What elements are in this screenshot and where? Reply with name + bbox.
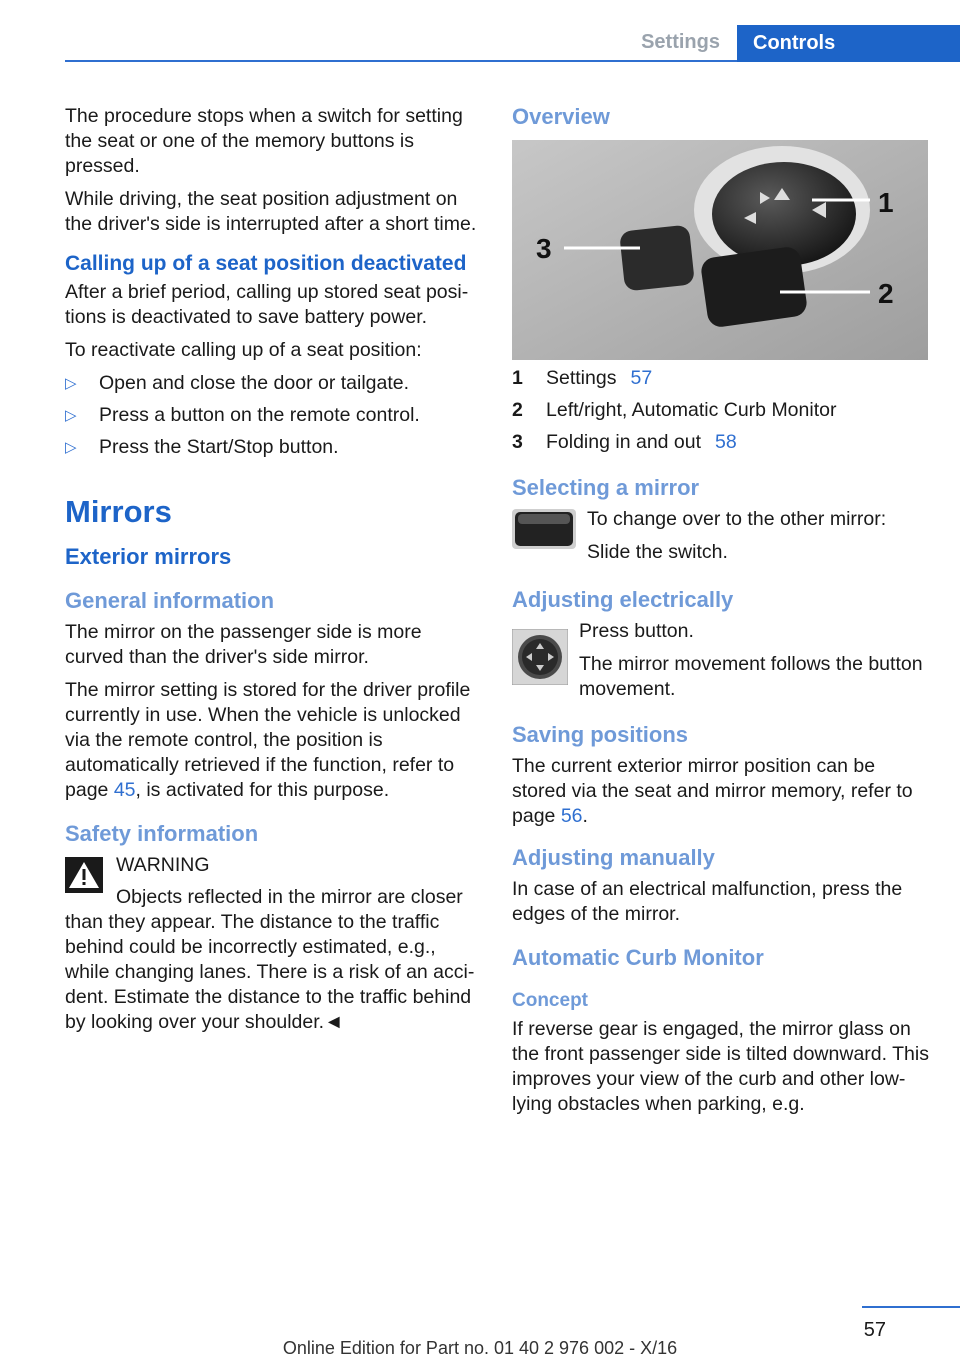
page-link[interactable]: 45 [113, 779, 136, 801]
callout-1: 1 [878, 187, 894, 218]
paragraph: If reverse gear is engaged, the mirror glass on the front passenger side is tilted downward. This improves your view of the curb and other low-lying obstacles when parking, e.g. [512, 1018, 929, 1115]
heading-saving-positions: Saving positions [512, 722, 689, 747]
warning-icon [65, 857, 103, 893]
triangle-bullet-icon: ▷ [65, 439, 77, 456]
paragraph: In case of an electrical malfunction, press the edges of the mirror. [512, 878, 903, 925]
legend-item: 1 Settings 57 [512, 367, 653, 389]
left-column [65, 104, 480, 1043]
heading-mirrors: Mirrors [65, 494, 172, 529]
page-link[interactable]: 58 [715, 431, 737, 453]
callout-2: 2 [878, 278, 894, 309]
triangle-bullet-icon: ▷ [65, 407, 77, 424]
warning-label: WARNING [116, 854, 210, 876]
page-link[interactable]: 56 [560, 805, 583, 827]
mirror-control-photo [512, 140, 928, 360]
paragraph: After a brief period, calling up stored seat positions is deactivated to save battery power. [65, 281, 469, 328]
legend-item: 2 Left/right, Automatic Curb Monitor [512, 399, 837, 421]
paragraph: The procedure stops when a switch for setting the seat or one of the memory buttons is pressed. [65, 105, 463, 177]
warning-text-first: Objects reflected in the mirror are closer [116, 886, 463, 908]
heading-concept: Concept [512, 990, 588, 1011]
page-number: 57 [863, 1319, 886, 1341]
warning-text: than they appear. The distance to the traffic behind could be incorrectly estimated, e.g., while changing lanes. There is a risk of an accident. Estimate the distance to the traffic behind by looking over your shoulder.◄ [65, 911, 475, 1033]
heading-selecting-mirror: Selecting a mirror [512, 475, 700, 500]
heading-exterior-mirrors: Exterior mirrors [65, 544, 232, 569]
bullet-list [65, 371, 480, 460]
header-chapter-tab: Controls [737, 25, 960, 62]
heading-adjusting-manually: Adjusting manually [512, 845, 715, 870]
triangle-bullet-icon: ▷ [65, 375, 77, 392]
slide-switch-icon [512, 509, 576, 549]
paragraph: While driving, the seat position adjustment on the driver's side is interrupted after a short time. [65, 188, 477, 235]
heading-calling-up: Calling up of a seat position deactivated [65, 252, 467, 275]
paragraph: To reactivate calling up of a seat position: [65, 339, 422, 361]
adjusting-block: Press button. The mirror movement follows the button movement. [512, 619, 932, 702]
paragraph: The current exterior mirror position can be stored via the seat and mirror memory, refer to page 56. [512, 755, 913, 827]
list-item: ▷ Press the Start/Stop button. [65, 436, 339, 458]
footer-rule [862, 1306, 960, 1308]
heading-overview: Overview [512, 104, 610, 129]
direction-pad-icon [512, 629, 568, 685]
paragraph: The mirror on the passenger side is more curved than the driver's side mirror. [65, 621, 422, 668]
heading-safety-information: Safety information [65, 821, 259, 846]
legend [512, 366, 932, 455]
heading-automatic-curb-monitor: Automatic Curb Monitor [512, 945, 764, 970]
selecting-block: To change over to the other mirror: Slide the switch. [512, 507, 932, 567]
paragraph: The mirror setting is stored for the driver profile currently in use. When the vehicle is unlocked via the remote control, the position is automatically retrieved if the function, refer to page 45, is activated for this purpose. [65, 679, 471, 801]
right-column [512, 104, 932, 1125]
list-item: ▷ Press a button on the remote control. [65, 404, 420, 426]
list-item: ▷ Open and close the door or tailgate. [65, 372, 410, 394]
page-link[interactable]: 57 [630, 367, 653, 389]
warning-block [65, 853, 480, 1035]
header-section-label: Settings [641, 31, 720, 53]
legend-item: 3 Folding in and out 58 [512, 431, 737, 453]
callout-3: 3 [536, 233, 552, 264]
heading-adjusting-electrically: Adjusting electrically [512, 587, 734, 612]
heading-general-information: General information [65, 588, 275, 613]
footer-edition: Online Edition for Part no. 01 40 2 976 002 - X/16 [282, 1338, 678, 1358]
